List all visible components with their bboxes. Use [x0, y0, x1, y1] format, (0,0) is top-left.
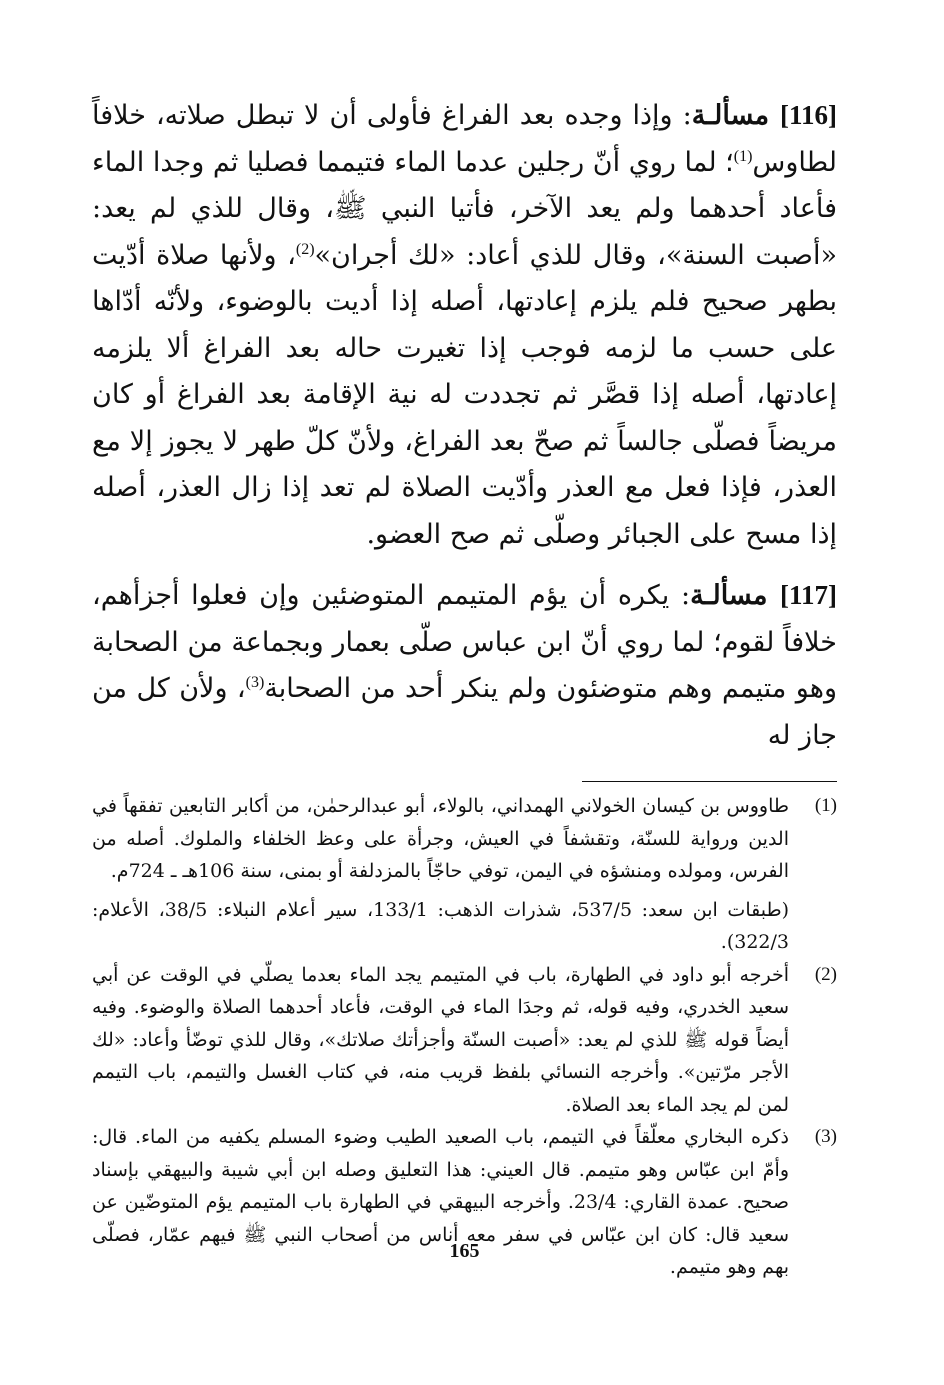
- footnote-ref: (1): [733, 147, 753, 165]
- footnote-number: (3): [814, 1126, 837, 1147]
- footnote-body: [92, 790, 789, 959]
- paragraph-117: [92, 572, 837, 759]
- footnote-1: [92, 790, 837, 959]
- paragraph-text: ؛ لما روي أنّ رجلين عدما الماء فتيمما فصليا ثم وجدا الماء فأعاد أحدهما ولم يعد الآخر، فأتيا النبي ﷺ، وقال للذي لم يعد: «أصبت السنة»، وقال للذي أعاد: «لك أجران»: [92, 146, 837, 271]
- footnote-2: [92, 959, 837, 1122]
- issue-label: مسألـة: [690, 580, 768, 611]
- document-page: [92, 92, 837, 1342]
- footnote-number: (1): [814, 795, 837, 816]
- paragraph-text: : وإذا وجده بعد الفراغ فأولى أن لا تبطل صلاته، خلافاً لطاوس: [92, 100, 837, 178]
- issue-heading: [690, 580, 837, 611]
- page-number: 165: [449, 1240, 480, 1262]
- footnote-number: (2): [814, 963, 837, 985]
- issue-number: [116]: [779, 100, 837, 130]
- footnote-sources: (طبقات ابن سعد: 537/5، شذرات الذهب: 133/1، سير أعلام النبلاء: 38/5، الأعلام: 322/3).: [92, 898, 789, 953]
- footnote-text: أخرجه أبو داود في الطهارة، باب في المتيمم يجد الماء بعدما يصلّي في الوقت عن أبي سعيد الخدري، وفيه قوله، ثم وجدَا الماء في الوقت، فأعاد أحدهما الصلاة والوضوء. وفيه أيضاً قوله ﷺ للذي لم يعد: «أصبت السنّة وأجزأتك صلاتك»، وقال للذي توضّأ وأعاد: «لك الأجر مرّتين». وأخرجه النسائي بلفظ قريب منه، في كتاب الغسل والتيمم، باب التيمم لمن لم يجد الماء بعد الصلاة.: [92, 963, 789, 1116]
- paragraph-116: [92, 92, 837, 558]
- footnote-ref: (3): [245, 674, 265, 691]
- issue-heading: [692, 100, 837, 131]
- footnotes: [92, 790, 837, 1284]
- paragraph-text: : يكره أن يؤم المتيمم المتوضئين وإن فعلوا أجزأهم، خلافاً لقوم؛ لما روي أنّ ابن عباس صلّى بعمار وبجماعة من الصحابة وهو متيمم وهم متوضئون ولم ينكر أحد من الصحابة: [92, 580, 838, 704]
- footnote-text: ذكره البخاري معلّقاً في التيمم، باب الصعيد الطيب وضوء المسلم يكفيه من الماء. قال: وأمّ ابن عبّاس وهو متيمم. قال العيني: هذا التعليق وصله ابن أبي شيبة والبيهقي بإسناد صحيح. عمدة القاري: 23/4. وأخرجه البيهقي في الطهارة باب المتيمم يؤم المتوضّين عن سعيد قال: كان ابن عبّاس في سفر معه أناس من أصحاب النبي ﷺ فيهم عمّار، فصلّى بهم وهو متيمم.: [92, 1126, 789, 1278]
- issue-number: [117]: [779, 580, 837, 610]
- paragraph-text: ، ولأنها صلاة أدّيت بطهر صحيح فلم يلزم إعادتها، أصله إذا أديت بالوضوء، ولأنّه أدّاها على حسب ما لزمه فوجب إذا تغيرت حاله بعد الفراغ ألا يلزمه إعادتها، أصله إذا قصَّر ثم تجددت له نية الإقامة بعد الفراغ أو كان مريضاً فصلّى جالساً ثم صحّ بعد الفراغ، ولأنّ كلّ طهر لا يجوز إلا مع العذر، فإذا فعل مع العذر وأدّيت الصلاة لم تعد إذا زال العذر، أصله إذا مسح على الجبائر وصلّى ثم صح العضو.: [92, 239, 837, 550]
- paragraph-text: ، ولأن كل من جاز له: [92, 673, 837, 751]
- footnote-ref: (2): [295, 240, 315, 258]
- footnote-separator: [582, 781, 837, 782]
- issue-label: مسألـة: [691, 100, 770, 131]
- footnote-body: [92, 959, 789, 1122]
- footnote-text: طاووس بن كيسان الخولاني الهمداني، بالولاء، أبو عبدالرحمٰن، من أكابر التابعين تفقهاً في الدين ورواية للسنّة، وتقشفاً في العيش، وجرأة على وعظ الخلفاء والملوك. أصله من الفرس، ومولده ومنشؤه في اليمن، توفي حاجّاً بالمزدلفة أو بمنى، سنة 106هـ ـ 724م.: [92, 795, 789, 882]
